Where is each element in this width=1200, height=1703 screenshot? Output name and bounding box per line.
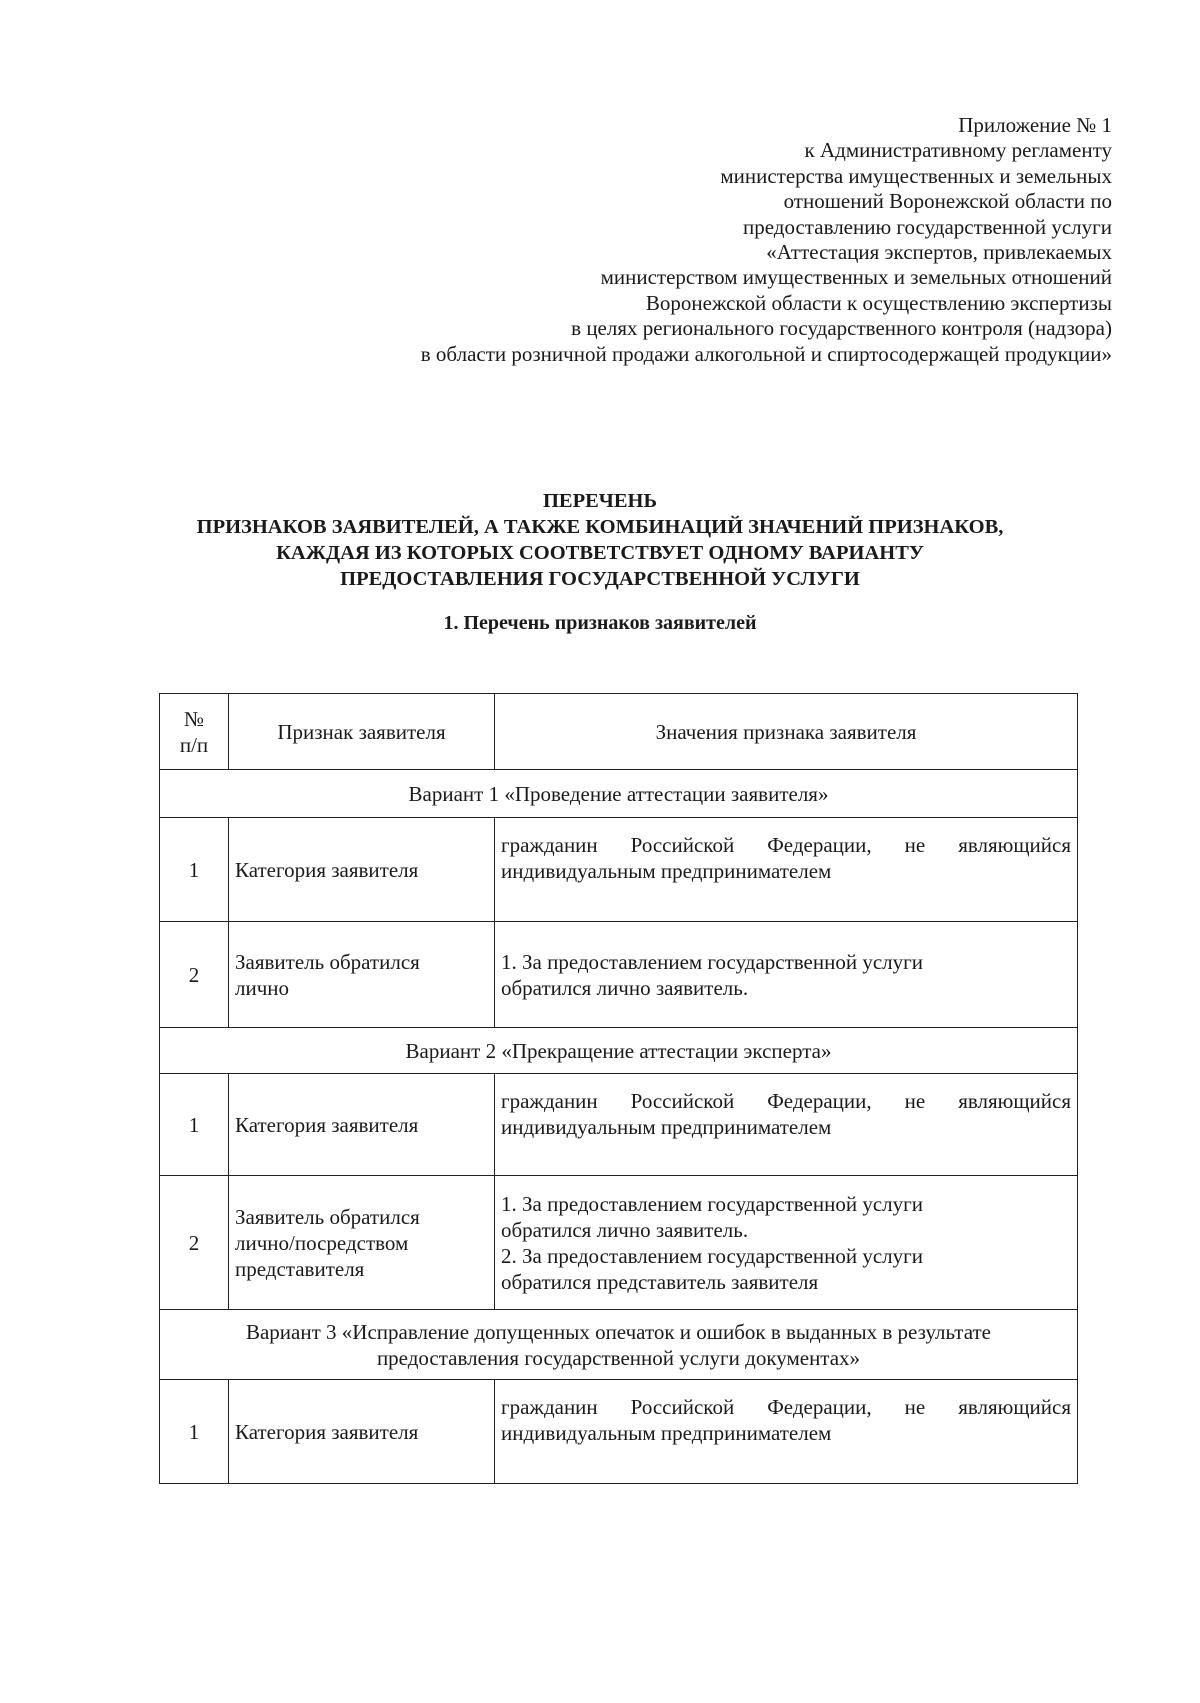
title-line: ПЕРЕЧЕНЬ — [542, 490, 658, 512]
value-line: обратился лично заявитель. — [501, 1217, 749, 1242]
row-num: 1 — [160, 818, 229, 922]
row-value — [495, 922, 1078, 1028]
value-line: 1. За предоставлением государственной услуги — [501, 949, 923, 974]
row-sign — [229, 1074, 495, 1176]
value-line: гражданин Российской Федерации, не являющийся индивидуальным предпринимателем — [501, 1395, 1071, 1445]
appendix-header — [352, 113, 1112, 367]
variant-title-line: Вариант 3 «Исправление допущенных опечаток и ошибок в выданных в результате — [245, 1319, 992, 1344]
row-value — [495, 1074, 1078, 1176]
appendix-line: «Аттестация экспертов, привлекаемых — [766, 240, 1112, 265]
value-line: 1. За предоставлением государственной услуги — [501, 1191, 923, 1216]
table-header-row — [160, 694, 1078, 770]
table-row — [160, 1176, 1078, 1310]
table-row — [160, 1380, 1078, 1484]
applicant-signs-table — [159, 693, 1078, 1484]
document-title — [150, 488, 1050, 592]
title-line: КАЖДАЯ ИЗ КОТОРЫХ СООТВЕТСТВУЕТ ОДНОМУ ВАРИАНТУ — [276, 542, 924, 564]
row-num: 2 — [160, 922, 229, 1028]
value-line: обратился лично заявитель. — [501, 975, 749, 1000]
row-sign — [229, 818, 495, 922]
table-row — [160, 818, 1078, 922]
sign-line: представителя — [235, 1256, 365, 1281]
variant-title: Вариант 2 «Прекращение аттестации эксперта» — [160, 1028, 1078, 1074]
variant-row — [160, 1028, 1078, 1074]
row-num: 1 — [160, 1380, 229, 1484]
row-sign — [229, 1176, 495, 1310]
header-num-line2: п/п — [179, 732, 209, 757]
sign-line: Заявитель обратился — [235, 949, 420, 974]
variant-row — [160, 770, 1078, 818]
appendix-line: отношений Воронежской области по — [783, 189, 1112, 214]
appendix-line: предоставлению государственной услуги — [743, 214, 1112, 239]
section-title: 1. Перечень признаков заявителей — [443, 612, 757, 634]
appendix-line: к Административному регламенту — [804, 138, 1112, 163]
appendix-line: министерством имущественных и земельных отношений — [600, 265, 1112, 290]
variant-row — [160, 1310, 1078, 1380]
appendix-line: Приложение № 1 — [958, 113, 1112, 137]
appendix-line: Воронежской области к осуществлению экспертизы — [645, 290, 1112, 315]
title-line: ПРИЗНАКОВ ЗАЯВИТЕЛЕЙ, А ТАКЖЕ КОМБИНАЦИЙ ЗНАЧЕНИЙ ПРИЗНАКОВ, — [196, 516, 1004, 538]
variant-title: Вариант 1 «Проведение аттестации заявителя» — [160, 770, 1078, 818]
appendix-line: в области розничной продажи алкогольной и спиртосодержащей продукции» — [420, 341, 1112, 366]
value-line: гражданин Российской Федерации, не являющийся индивидуальным предпринимателем — [501, 1089, 1071, 1139]
sign-line: Категория заявителя — [235, 857, 419, 882]
sign-line: Заявитель обратился — [235, 1204, 420, 1229]
sign-line: Категория заявителя — [235, 1112, 419, 1137]
appendix-line: в целях регионального государственного контроля (надзора) — [571, 316, 1112, 341]
row-num: 1 — [160, 1074, 229, 1176]
title-line: ПРЕДОСТАВЛЕНИЯ ГОСУДАРСТВЕННОЙ УСЛУГИ — [340, 568, 860, 590]
header-num — [160, 694, 229, 770]
sign-line: лично — [235, 975, 290, 1000]
table-row — [160, 1074, 1078, 1176]
row-value — [495, 1176, 1078, 1310]
row-sign — [229, 1380, 495, 1484]
row-sign — [229, 922, 495, 1028]
table-row — [160, 922, 1078, 1028]
variant-title-line: предоставления государственной услуги документах» — [376, 1345, 861, 1370]
header-value: Значения признака заявителя — [495, 694, 1078, 770]
header-num-line1: № — [183, 706, 205, 731]
sign-line: лично/посредством — [235, 1230, 409, 1255]
row-num: 2 — [160, 1176, 229, 1310]
appendix-line: министерства имущественных и земельных — [720, 163, 1112, 188]
value-line: 2. За предоставлением государственной услуги — [501, 1243, 923, 1268]
variant-title — [160, 1310, 1078, 1380]
sign-line: Категория заявителя — [235, 1419, 419, 1444]
value-line: гражданин Российской Федерации, не являющийся индивидуальным предпринимателем — [501, 833, 1071, 883]
header-sign: Признак заявителя — [229, 694, 495, 770]
row-value — [495, 1380, 1078, 1484]
value-line: обратился представитель заявителя — [501, 1269, 819, 1294]
row-value — [495, 818, 1078, 922]
